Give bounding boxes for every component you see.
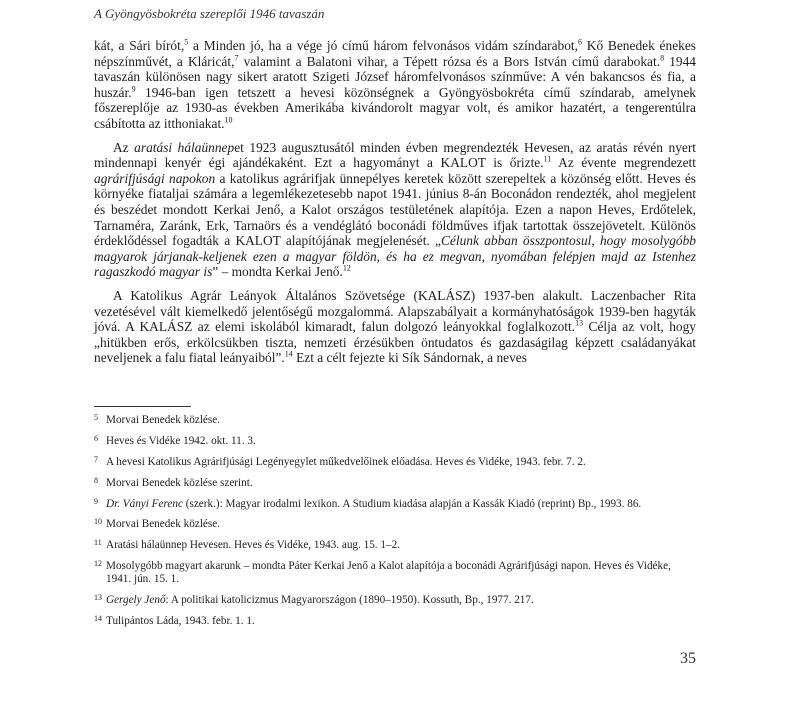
text-run: A hevesi Katolikus Agrárifjúsági Legényegylet műkedvelőinek előadása. Heves és Vidéke, 1943. febr. 7. 2.: [106, 455, 586, 468]
paragraph: [94, 140, 696, 280]
main-text: [94, 38, 696, 374]
footnote: 14 Tulipántos Láda, 1943. febr. 1. 1.: [94, 614, 255, 628]
text-run: : A politikai katolicizmus Magyarországon (1890–1950). Kossuth, Bp., 1977. 217.: [165, 594, 534, 607]
text-run: A Katolikus Agrár Leányok Általános Szövetsége (KALÁSZ) 1937-ben alakult. Laczenbacher Rita vezetésével vált kiemelkedő jelentőségű mozgalommá. Alapszabályait a kormányhatóságok 1939-ben hagyták jóvá. A KALÁSZ az elemi iskolából kimaradt, falun dolgozó leányokkal foglalkozott.: [94, 287, 696, 335]
text-run: a katolikus agrárifjak ünnepélyes keretek között szerepeltek a közönség előtt. Heves és környéke fiataljai számára a legemlékezetesebb napot 1941. június 8-án Boconádon rendezték, ahol megjelent és beszédet mondott Kerkai Jenő, a Kalot országos testületének alapítója. Ezen a napon Heves, Erdőtelek, Tarnaméra, Zaránk, Erk, Tarnaörs és a vendéglátó boconádi földműves ifjak tartottak összejövetelt. Különös érdeklődéssel fogadták a KALOT alapítójának megjelenését. „: [94, 170, 696, 249]
footnote-ref: 7: [234, 53, 239, 63]
text-run: 1946-ban igen tetszett a hevesi közönségnek a Gyöngyösbokréta című színdarab, amelynek főszereplője az 1930-as években Amerikába kivándorolt magyar volt, és amikor hazatért, a tengerentúlra csábította az itthoniakat.: [94, 84, 696, 131]
text-run: et 1923 augusztusától minden évben megrendezték Hevesen, az aratás révén nyert mindennapi kenyér égi ajándékaként. Ezt a hagyományt a KALOT is őrizte.: [94, 139, 697, 171]
text-run: Célja az volt, hogy „hitükben erős, erkölcsükben tiszta, nemzeti érzésükben öntudatos és gazdaságilag képzett családanyákat neveljenek a falu fiatal leányaiból”.: [94, 319, 696, 366]
footnote-ref: 8: [660, 53, 665, 63]
footnote-ref: 11: [543, 154, 552, 164]
text-run: 1944 tavaszán különösen nagy sikert aratott Szigeti József háromfelvonásos színműve: A vén bakancsos és fia, a huszár.: [94, 53, 696, 100]
text-run: valamint a Balatoni vihar, a Tépett rózsa és a Bors István című darabokat.: [238, 53, 661, 69]
italic-text: Célunk abban összpontosul, hogy mosolygóbb magyarok járjanak-keljenek ezen a magyar földön, és ha ez megvan, nyomában felépjen majd az Istenhez ragaszkodó magyar is: [94, 233, 696, 280]
text-run: Kő Benedek énekes népszínművét, a Kláricát,: [94, 38, 696, 69]
text-run: Morvai Benedek közlése szerint.: [106, 476, 253, 489]
text-run: a Minden jó, ha a vége jó című három felvonásos vidám színdarabot,: [188, 38, 578, 53]
italic-text: aratási hálaünnep: [134, 139, 235, 155]
footnote-ref: 5: [184, 37, 189, 47]
footnote-ref: 10: [224, 115, 233, 125]
footnote-ref: 12: [342, 263, 351, 273]
paragraph: [94, 38, 696, 132]
text-run: Ezt a célt fejezte ki Sík Sándornak, a neves: [292, 350, 527, 366]
text-run: Morvai Benedek közlése.: [106, 518, 221, 531]
text-run: Az évente megrendezett: [551, 155, 696, 171]
footnote: 7 A hevesi Katolikus Agrárifjúsági Legényegylet műkedvelőinek előadása. Heves és Vidéke, 1943. febr. 7. 2.: [94, 454, 586, 468]
paragraph: [94, 288, 696, 366]
running-header: A Gyöngyösbokréta szereplői 1946 tavaszán: [94, 6, 325, 21]
footnote: 11 Aratási hálaünnep Hevesen. Heves és Vidéke, 1943. aug. 15. 1–2.: [94, 538, 400, 552]
text-run: (szerk.): Magyar irodalmi lexikon. A Studium kiadása alapján a Kassák Kiadó (reprint) Bp., 1993. 86.: [182, 497, 642, 510]
footnote-ref: 13: [575, 318, 584, 328]
text-run: Tulipántos Láda, 1943. febr. 1. 1.: [106, 615, 255, 628]
footnotes: [94, 414, 696, 636]
italic-text: Gergely Jenő: [106, 594, 166, 607]
footnote: 9 Dr. Ványi Ferenc (szerk.): Magyar irodalmi lexikon. A Studium kiadása alapján a Kassák Kiadó (reprint) Bp., 1993. 86.: [94, 496, 642, 510]
footnote: 12 Mosolygóbb magyart akarunk – mondta Páter Kerkai Jenő a Kalot alapítója a boconádi Agrárifjúsági napon. Heves és Vidéke, 1941. jún. 15. 1.: [94, 559, 671, 586]
text-run: Morvai Benedek közlése.: [106, 414, 221, 426]
footnote-ref: 9: [131, 84, 136, 94]
italic-text: agrárifjúsági napokon: [94, 170, 216, 186]
footnote: 5 Morvai Benedek közlése.: [94, 413, 221, 426]
text-run: Heves és Vidéke 1942. okt. 11. 3.: [106, 434, 256, 447]
footnote: 8 Morvai Benedek közlése szerint.: [94, 475, 253, 489]
page-number: 35: [680, 650, 696, 667]
text-run: Aratási hálaünnep Hevesen. Heves és Vidéke, 1943. aug. 15. 1–2.: [106, 539, 400, 552]
italic-text: Dr. Ványi Ferenc: [106, 497, 183, 510]
text-run: ” – mondta Kerkai Jenő.: [212, 264, 343, 280]
text-run: Mosolygóbb magyart akarunk – mondta Páter Kerkai Jenő a Kalot alapítója a boconádi Agrárifjúsági napon. Heves és Vidéke, 1941. jún. 15. 1.: [106, 560, 671, 586]
text-run: Az: [113, 139, 135, 155]
footnote: 13 Gergely Jenő: A politikai katolicizmus Magyarországon (1890–1950). Kossuth, Bp., 1977. 217.: [94, 593, 534, 607]
text-run: kát, a Sári bírót,: [94, 38, 185, 53]
footnote: 10 Morvai Benedek közlése.: [94, 517, 221, 531]
footnote-ref: 6: [578, 37, 582, 47]
footnote: 6 Heves és Vidéke 1942. okt. 11. 3.: [94, 433, 256, 447]
footnote-ref: 14: [284, 349, 293, 359]
footnote-divider: [94, 406, 191, 407]
